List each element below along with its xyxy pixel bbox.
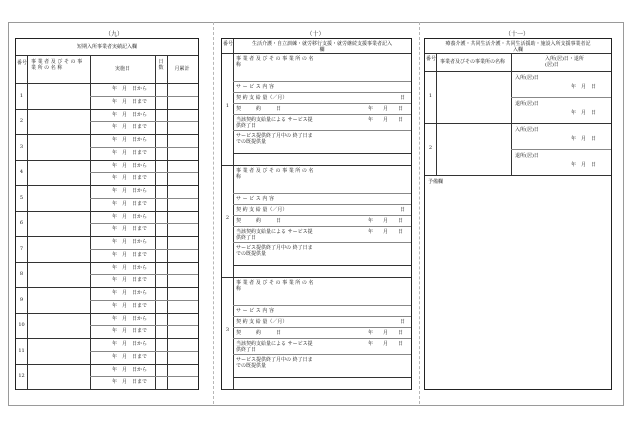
row-line [16, 236, 198, 237]
row-line [233, 226, 411, 227]
entry-date: 年 月 日 [571, 136, 597, 142]
period-to: 年 月 日まで [112, 353, 148, 360]
block-line [222, 165, 411, 166]
day-unit: 日 [400, 207, 406, 213]
row-number: 3 [19, 143, 24, 150]
label-service: サ ー ビ ス 内 容 [236, 308, 274, 314]
row-line [233, 338, 411, 339]
row-line [16, 134, 198, 135]
half-line [90, 96, 198, 97]
section9-col-name: 事 業 者 及 び そ の 事 業 所 の 名 称 [31, 59, 83, 71]
period-to: 年 月 日まで [112, 149, 148, 156]
block-number: 1 [428, 93, 433, 99]
day-unit: 日 [400, 95, 406, 101]
section10-col-no: 番号 [223, 41, 234, 47]
section11-title: 療養介護・共同生活介護・共同生活援助・施設入所支援事業者記入欄 [445, 41, 591, 53]
label-contract_amount: 契 約 支 給 量（／月） [236, 319, 288, 325]
section10-number: （十） [306, 31, 325, 38]
section9-col-days: 日数 [158, 59, 164, 71]
label-ended: 当該契約支給量による サービス提供終了日 [236, 117, 313, 129]
section9-col-no: 番号 [17, 60, 28, 66]
section9-table [15, 38, 199, 390]
half-line [90, 198, 198, 199]
section10-table [221, 38, 412, 390]
period-from: 年 月 日から [112, 86, 148, 92]
label-service: サ ー ビ ス 内 容 [236, 196, 274, 202]
half-line [90, 249, 198, 250]
row-number: 1 [19, 92, 24, 99]
period-to: 年 月 日まで [112, 226, 148, 233]
period-from: 年 月 日から [112, 239, 148, 245]
fold-line-2 [419, 22, 420, 404]
row-line [233, 327, 411, 328]
label-provider: 事 業 者 及 び そ の 事 業 所 の 名 称 [236, 56, 314, 68]
row-number: 12 [18, 373, 25, 380]
half-line [90, 376, 198, 377]
row-number: 7 [19, 245, 24, 252]
half-line [90, 223, 198, 224]
row-line [233, 193, 411, 194]
period-to: 年 月 日まで [112, 302, 148, 309]
entry-date: 年 月 日 [571, 84, 597, 90]
label-contract_date: 契 約 日 [236, 330, 282, 336]
section11-notes: 予備欄 [428, 179, 444, 185]
period-to: 年 月 日まで [112, 200, 148, 207]
date-value: 年 月 日 [368, 330, 404, 336]
row-line [233, 153, 411, 154]
label-provider: 事 業 者 及 び そ の 事 業 所 の 名 称 [236, 280, 314, 292]
row-line [233, 242, 411, 243]
row-line [233, 316, 411, 317]
section11-col-no: 番号 [426, 56, 437, 62]
row-line [233, 305, 411, 306]
period-from: 年 月 日から [112, 290, 148, 296]
exit-label: 退所(居)日 [515, 101, 539, 107]
label-service: サ ー ビ ス 内 容 [236, 84, 274, 90]
row-line [233, 92, 411, 93]
row-number: 8 [19, 271, 24, 278]
section9-col-total: 月累計 [174, 66, 190, 72]
period-from: 年 月 日から [112, 162, 148, 169]
period-to: 年 月 日まで [112, 251, 148, 258]
fold-line-1 [213, 22, 214, 404]
block-line [222, 277, 411, 278]
day-unit: 日 [400, 319, 406, 325]
section9-title: 短期入所事業者実績記入欄 [76, 44, 137, 50]
exit-date: 年 月 日 [571, 110, 597, 116]
label-ended: 当該契約支給量による サービス提供終了日 [236, 341, 313, 353]
label-contract_amount: 契 約 支 給 量（／月） [236, 207, 288, 213]
row-line [16, 109, 198, 110]
half-line [90, 147, 198, 148]
exit-label: 退所(居)日 [515, 153, 539, 159]
period-from: 年 月 日から [112, 188, 148, 194]
label-used: サービス提供終了月中の 終了日までの既提供量 [236, 133, 313, 145]
half-line [511, 97, 611, 98]
period-from: 年 月 日から [112, 366, 148, 373]
period-from: 年 月 日から [112, 341, 148, 347]
label-contract_amount: 契 約 支 給 量（／月） [236, 95, 288, 101]
section11-col-name: 事業者及びその事業所の名称 [440, 59, 506, 65]
block-number: 1 [225, 103, 230, 109]
row-line [16, 313, 198, 314]
block-number: 3 [225, 327, 230, 333]
row-number: 2 [19, 118, 24, 125]
row-line [16, 160, 198, 161]
row-line [16, 364, 198, 365]
row-line [16, 389, 198, 390]
label-contract_date: 契 約 日 [236, 218, 282, 224]
period-from: 年 月 日から [112, 213, 148, 220]
period-to: 年 月 日まで [112, 379, 148, 386]
section9-col-period: 実施日 [114, 66, 130, 72]
row-number: 5 [19, 194, 24, 201]
row-number: 11 [18, 347, 25, 354]
label-ended: 当該契約支給量による サービス提供終了日 [236, 229, 313, 241]
date-value: 年 月 日 [368, 106, 404, 112]
label-contract_date: 契 約 日 [236, 106, 282, 112]
row-number: 4 [19, 169, 24, 176]
period-to: 年 月 日まで [112, 175, 148, 182]
block-line [222, 389, 411, 390]
row-line [233, 130, 411, 131]
row-line [233, 204, 411, 205]
section9-number: （九） [104, 31, 123, 38]
period-from: 年 月 日から [112, 315, 148, 322]
half-line [90, 172, 198, 173]
row-line [233, 215, 411, 216]
label-used: サービス提供終了月中の 終了日までの既提供量 [236, 245, 313, 257]
row-line [233, 114, 411, 115]
row-line [233, 103, 411, 104]
row-line [233, 377, 411, 378]
half-line [90, 325, 198, 326]
block-number: 2 [428, 145, 433, 151]
period-to: 年 月 日まで [112, 124, 148, 131]
half-line [90, 351, 198, 352]
date-value: 年 月 日 [368, 229, 404, 235]
row-line [233, 265, 411, 266]
exit-date: 年 月 日 [571, 162, 597, 168]
section11-col-dates: 入所(居)日・退所(居)日 [545, 56, 584, 68]
half-line [90, 300, 198, 301]
half-line [90, 121, 198, 122]
label-used: サービス提供終了月中の 終了日までの既提供量 [236, 357, 313, 369]
block-line [425, 123, 611, 124]
row-line [16, 185, 198, 186]
row-number: 9 [19, 296, 24, 303]
half-line [90, 274, 198, 275]
row-number: 6 [19, 220, 24, 227]
period-to: 年 月 日まで [112, 98, 148, 105]
row-line [16, 287, 198, 288]
period-to: 年 月 日まで [112, 277, 148, 284]
block-number: 2 [225, 215, 230, 221]
row-number: 10 [18, 322, 25, 329]
label-provider: 事 業 者 及 び そ の 事 業 所 の 名 称 [236, 168, 314, 180]
row-line [233, 81, 411, 82]
date-value: 年 月 日 [368, 117, 404, 123]
period-from: 年 月 日から [112, 264, 148, 271]
row-line [233, 354, 411, 355]
row-line [16, 262, 198, 263]
period-from: 年 月 日から [112, 137, 148, 143]
section10-title: 生活介護・自立訓練・就労移行支援・就労継続支援事業者記入欄 [252, 41, 393, 53]
period-to: 年 月 日まで [112, 328, 148, 335]
date-value: 年 月 日 [368, 341, 404, 347]
section11-table [424, 38, 612, 390]
entry-label: 入所(居)日 [515, 127, 539, 133]
row-line [16, 211, 198, 212]
entry-label: 入所(居)日 [515, 75, 539, 81]
section11-number: （十一） [504, 31, 529, 38]
row-line [16, 338, 198, 339]
half-line [511, 149, 611, 150]
period-from: 年 月 日から [112, 111, 148, 118]
date-value: 年 月 日 [368, 218, 404, 224]
